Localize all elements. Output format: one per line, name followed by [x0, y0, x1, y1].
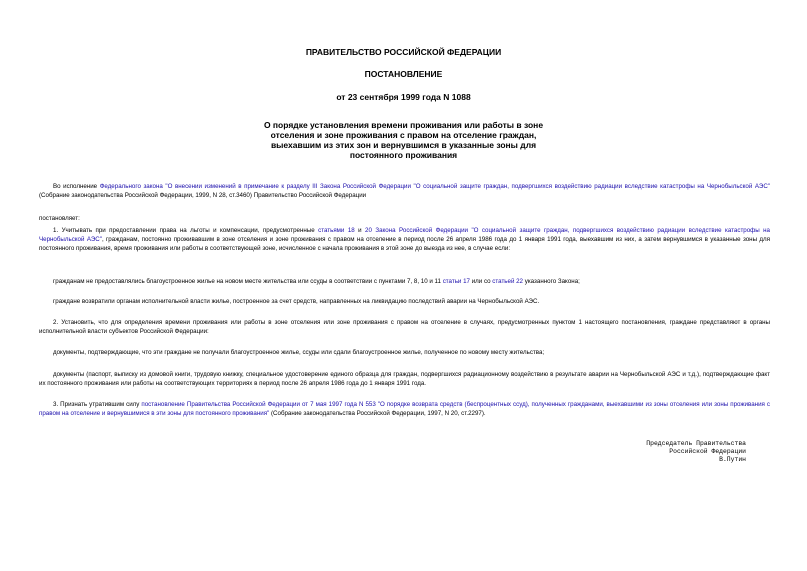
title-line-3: выехавшим из этих зон и вернувшимся в указанные зоны для: [270, 140, 537, 150]
clause-2-item-b-text: документы (паспорт, выписку из домовой книги, трудовую книжку, специальное удостоверение единого образца для граждан, подвергшихся радиационному воздействию в результате аварии на Чернобыльской АЭС и т.д.), подтверждающие факт их постоянного проживания или работы на соответствующих территориях в период после 26 апреля 1986 года до 1 января 1991 года.: [39, 371, 770, 387]
clause-1-text-2: и: [354, 227, 366, 234]
federal-law-link[interactable]: Федерального закона "О внесении изменений в примечание к разделу III Закона Российской Федерации "О социальной защите граждан, подвергшихся воздействию радиации вследствие катастрофы на Чернобыльской АЭС": [99, 183, 770, 190]
signature-body: Российской Федерации: [669, 448, 746, 455]
clause-2-item-a: [39, 348, 770, 357]
intro-paragraph: [39, 182, 770, 200]
clause-1: [39, 226, 770, 253]
clause-2-text: 2. Установить, что для определения времени проживания или работы в зоне отселения или зоне проживания с правом на отселение в случаях, предусмотренных пунктом 1 настоящего постановления, граждане представляют в органы исполнительной власти субъектов Российской Федерации:: [39, 319, 770, 335]
condition-a-text-2: или со: [469, 278, 493, 285]
clause-1-condition-a: [39, 277, 770, 286]
document-title: [0, 120, 807, 160]
title-line-4: постоянного проживания: [349, 150, 458, 160]
article-17-link[interactable]: статьи 17: [442, 278, 470, 285]
clause-1-text-3: , гражданам, постоянно проживавшим в зоне отселения и зоне проживания с правом на отселение в период после 26 апреля 1986 года до 1 января 1991 года, выехавшим из них, а затем вернувшимся в указанные зоны для постоянного проживания, время проживания или работы в соответствующей зоне, исчисленное с начала проживания в этой зоне до выезда из нее, в случае если:: [39, 236, 771, 252]
condition-b-text: граждане возвратили органам исполнительной власти жилье, построенное за счет средств, направленных на ликвидацию последствий аварии на Чернобыльской АЭС.: [53, 298, 540, 305]
clause-1-condition-b: [39, 297, 770, 306]
resolves-paragraph: [39, 214, 770, 223]
government-heading: ПРАВИТЕЛЬСТВО РОССИЙСКОЙ ФЕДЕРАЦИИ: [305, 47, 502, 57]
clause-2: [39, 318, 770, 336]
intro-text-1: Во исполнение: [53, 183, 100, 190]
intro-text-2: (Собрание законодательства Российской Федерации, 1999, N 28, ст.3460) Правительство Российской Федерации: [39, 192, 367, 199]
signature-position: Председатель Правительства: [646, 440, 746, 447]
clause-3: [39, 400, 770, 418]
clause-3-text-2: (Собрание законодательства Российской Федерации, 1997, N 20, ст.2297).: [269, 410, 486, 417]
condition-a-text-3: указанного Закона;: [523, 278, 580, 285]
article-20-law-link[interactable]: 20 Закона Российской Федерации "О социальной защите граждан, подвергшихся воздействию радиации вследствие катастрофы на Чернобыльской АЭС": [39, 227, 770, 243]
condition-a-text-1: гражданам не предоставлялись благоустроенное жилье на новом месте жительства или ссуды в соответствии с пунктами 7, 8, 10 и 11: [53, 278, 443, 285]
clause-3-text-1: 3. Признать утратившим силу: [53, 401, 142, 408]
document-date: от 23 сентября 1999 года N 1088: [336, 92, 471, 102]
resolves-text: постановляет:: [39, 215, 80, 222]
title-line-2: отселения и зоне проживания с правом на отселение граждан,: [270, 130, 537, 140]
resolution-553-link[interactable]: постановление Правительства Российской Федерации от 7 мая 1997 года N 553 "О порядке возврата средств (беспроцентных ссуд), полученных гражданами, выехавшими из зоны отселения или зоны проживания с правом на отселение и вернувшимися в эти зоны для постоянного проживания": [39, 401, 770, 417]
clause-2-item-a-text: документы, подтверждающие, что эти граждане не получали благоустроенное жилье, ссуды или сдали благоустроенное жилье, полученное по новому месту жительства;: [53, 349, 545, 356]
signature-name: В.Путин: [719, 456, 746, 463]
article-18-link[interactable]: статьями 18: [318, 227, 355, 234]
clause-2-item-b: [39, 370, 770, 388]
article-22-link[interactable]: статьей 22: [492, 278, 524, 285]
document-type: ПОСТАНОВЛЕНИЕ: [364, 69, 443, 79]
title-line-1: О порядке установления времени проживания или работы в зоне: [263, 120, 544, 130]
clause-1-text-1: 1. Учитывать при предоставлении права на льготы и компенсации, предусмотренные: [53, 227, 319, 234]
